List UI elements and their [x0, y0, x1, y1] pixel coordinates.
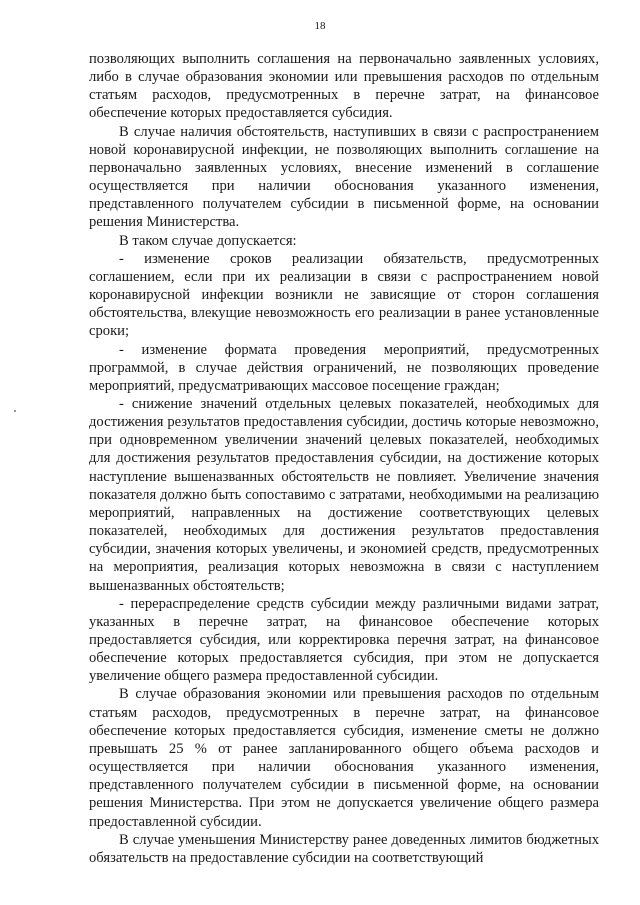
list-item: - перераспределение средств субсидии между различными видами затрат, указанных в перечне затрат, на финансовое обеспечение которых предоставляется субсидия, или корректировка перечня затрат, на финансовое обеспечение которых предоставляется субсидия, при этом не допускается увеличение общего размера предоставленной субсидии. [89, 595, 599, 685]
page-number: 18 [314, 20, 326, 32]
list-item: - снижение значений отдельных целевых показателей, необходимых для достижения результатов предоставления субсидии, достичь которые невозможно, при одновременном увеличении значений целевых показателей, необходимых для достижения результатов предоставления субсидии, на достижение которых наступление вышеназванных обстоятельств не повлияет. Увеличение значения показателя должно быть сопоставимо с затратами, необходимыми на реализацию мероприятий, направленных на достижение соответствующих целевых показателей, необходимых для достижения результатов предоставления субсидии, значения которых увеличены, и экономией средств, предусмотренных на мероприятия, реализация которых невозможна в связи с наступлением вышеназванных обстоятельств; [89, 395, 599, 594]
list-item: - изменение формата проведения мероприятий, предусмотренных программой, в случае действия ограничений, не позволяющих проведение мероприятий, предусматривающих массовое посещение граждан; [89, 341, 599, 394]
body-text [89, 50, 599, 867]
list-item: - изменение сроков реализации обязательств, предусмотренных соглашением, если при их реализации в связи с распространением новой коронавирусной инфекции возникли не зависящие от сторон соглашения обстоятельства, влекущие невозможность его реализации в ранее установленные сроки; [89, 250, 599, 340]
paragraph: В случае наличия обстоятельств, наступивших в связи с распространением новой коронавирусной инфекции, не позволяющих выполнить соглашение на первоначально заявленных условиях, внесение изменений в соглашение осуществляется при наличии обоснования указанного изменения, представленного получателем субсидии в письменной форме, на основании решения Министерства. [89, 123, 599, 231]
scan-speck [14, 410, 16, 412]
paragraph: позволяющих выполнить соглашения на первоначально заявленных условиях, либо в случае образования экономии или превышения расходов по отдельным статьям расходов, предусмотренных в перечне затрат, на финансовое обеспечение которых предоставляется субсидия. [89, 51, 599, 122]
paragraph: В случае образования экономии или превышения расходов по отдельным статьям расходов, предусмотренных в перечне затрат, на финансовое обеспечение которых предоставляется субсидия, изменение сметы не должно превышать 25 % от ранее запланированного общего объема расходов и осуществляется при наличии обоснования указанного изменения, представленного получателем субсидии в письменной форме, на основании решения Министерства. При этом не допускается увеличение общего размера предоставленной субсидии. [89, 686, 599, 830]
paragraph: В случае уменьшения Министерству ранее доведенных лимитов бюджетных обязательств на предоставление субсидии на соответствующий [89, 831, 599, 866]
paragraph: В таком случае допускается: [119, 232, 297, 249]
